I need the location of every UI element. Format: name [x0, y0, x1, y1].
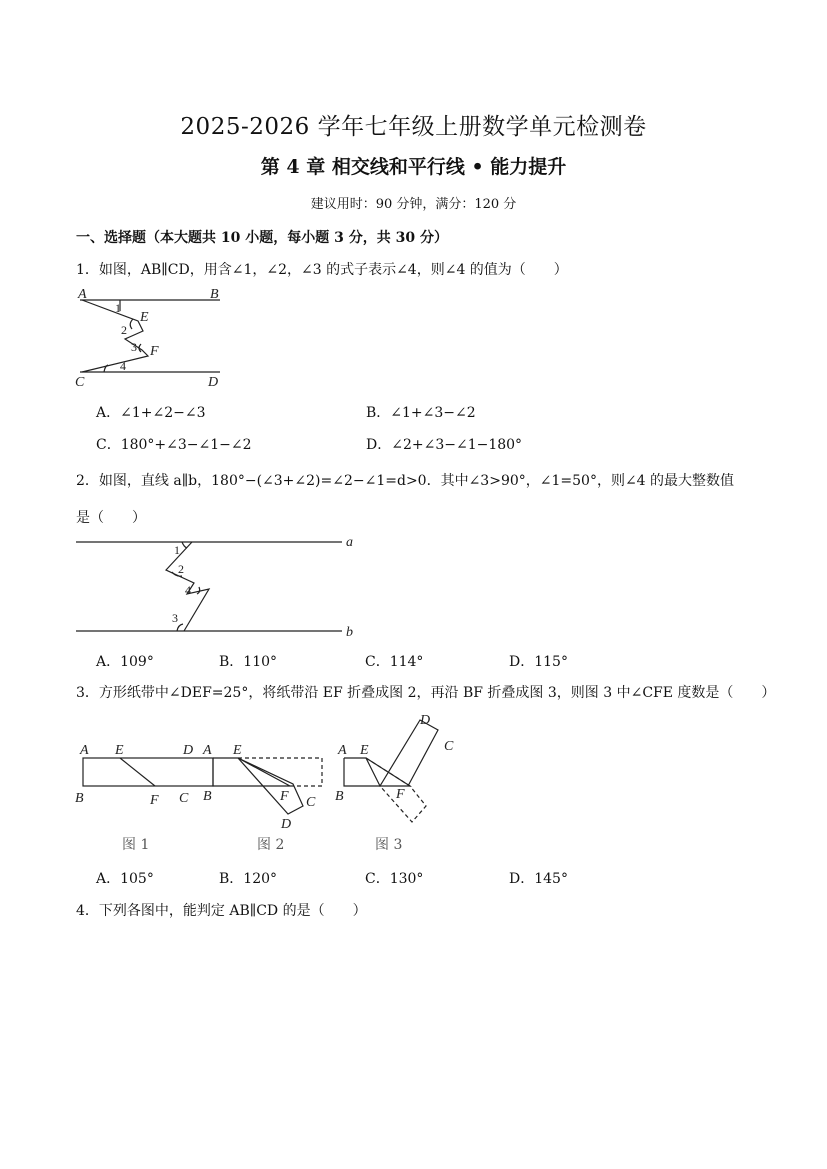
fig2-label-f: F: [280, 789, 289, 804]
q1-option-d[interactable]: D．∠2+∠3−∠1−180°: [366, 437, 523, 453]
page-title: 2025-2026 学年七年级上册数学单元检测卷: [180, 114, 647, 140]
fig1-caption: 图 1: [122, 837, 150, 853]
q2-option-c[interactable]: C．114°: [365, 654, 424, 670]
q3-option-a[interactable]: A．105°: [96, 871, 154, 887]
section-heading: 一、选择题（本大题共 10 小题，每小题 3 分，共 30 分）: [76, 230, 448, 246]
fig1-label-a: A: [80, 743, 89, 758]
fig1-label-d: D: [183, 743, 194, 758]
label-line-b: b: [346, 625, 353, 640]
q3-option-b[interactable]: B．120°: [219, 871, 278, 887]
angle1-arc: [182, 542, 187, 548]
fig2-caption: 图 2: [257, 837, 285, 853]
q1-figure: [70, 283, 230, 391]
label-3: 3: [172, 611, 178, 625]
label-3: 3: [131, 340, 137, 354]
page-subtitle: 第 4 章 相交线和平行线 • 能力提升: [260, 156, 567, 178]
label-a: A: [78, 287, 87, 302]
q3-option-c[interactable]: C．130°: [365, 871, 424, 887]
label-1: 1: [115, 301, 121, 315]
label-1: 1: [174, 543, 180, 557]
label-line-a: a: [346, 535, 353, 550]
fig3-label-c: C: [444, 739, 454, 754]
label-2: 2: [121, 323, 127, 337]
label-d: D: [208, 375, 219, 390]
q2-option-b[interactable]: B．110°: [219, 654, 278, 670]
fig3-label-b: B: [335, 789, 344, 804]
fig1-label-c: C: [179, 791, 189, 806]
q2-stem: 2．如图，直线 a∥b，180°−(∠3+∠2)=∠2−∠1=d>0．其中∠3>90°，∠1=50°，则∠4 的最大整数值: [76, 473, 735, 489]
q1-option-a[interactable]: A．∠1+∠2−∠3: [96, 405, 206, 421]
q3-option-d[interactable]: D．145°: [509, 871, 568, 887]
label-e: E: [140, 310, 149, 325]
angle3-arc: [177, 624, 183, 631]
angle4-arc: [197, 587, 200, 594]
fig1-label-b: B: [75, 791, 84, 806]
label-4: 4: [120, 359, 126, 373]
q3-stem: 3．方形纸带中∠DEF=25°，将纸带沿 EF 折叠成图 2，再沿 BF 折叠成图 3，则图 3 中∠CFE 度数是（ ）: [76, 685, 776, 701]
fig3-label-f: F: [396, 787, 405, 802]
fig3-label-a: A: [338, 743, 347, 758]
fig3-caption: 图 3: [375, 837, 403, 853]
q1-option-b[interactable]: B．∠1+∠3−∠2: [366, 405, 476, 421]
q2-stem-cont: 是（ ）: [76, 510, 146, 526]
fig2-label-a: A: [203, 743, 212, 758]
label-c: C: [75, 375, 85, 390]
q1-option-c[interactable]: C．180°+∠3−∠1−∠2: [96, 437, 252, 453]
label-4: 4: [185, 583, 191, 597]
q4-stem: 4．下列各图中，能判定 AB∥CD 的是（ ）: [76, 903, 367, 919]
fig2-label-b: B: [203, 789, 212, 804]
q2-figure: [70, 530, 370, 642]
q2-option-a[interactable]: A．109°: [96, 654, 154, 670]
q3-figure-1: [83, 758, 213, 786]
fig3-label-e: E: [360, 743, 369, 758]
fig1-label-e: E: [115, 743, 124, 758]
fig1-label-f: F: [150, 793, 159, 808]
q2-option-d[interactable]: D．115°: [509, 654, 568, 670]
label-2: 2: [178, 562, 184, 576]
q1-stem: 1．如图，AB∥CD，用含∠1，∠2，∠3 的式子表示∠4，则∠4 的值为（ ）: [76, 262, 568, 278]
fig2-label-d: D: [281, 817, 292, 832]
fig2-label-e: E: [233, 743, 242, 758]
fig2-label-c: C: [306, 795, 316, 810]
label-b: B: [210, 287, 219, 302]
q3-figures: [70, 706, 470, 858]
label-f: F: [150, 344, 159, 359]
fig3-label-d: D: [420, 713, 431, 728]
time-score-note: 建议用时：90 分钟，满分：120 分: [310, 197, 517, 212]
angle2-arc: [130, 319, 133, 329]
q3-figure-3: [344, 720, 438, 822]
